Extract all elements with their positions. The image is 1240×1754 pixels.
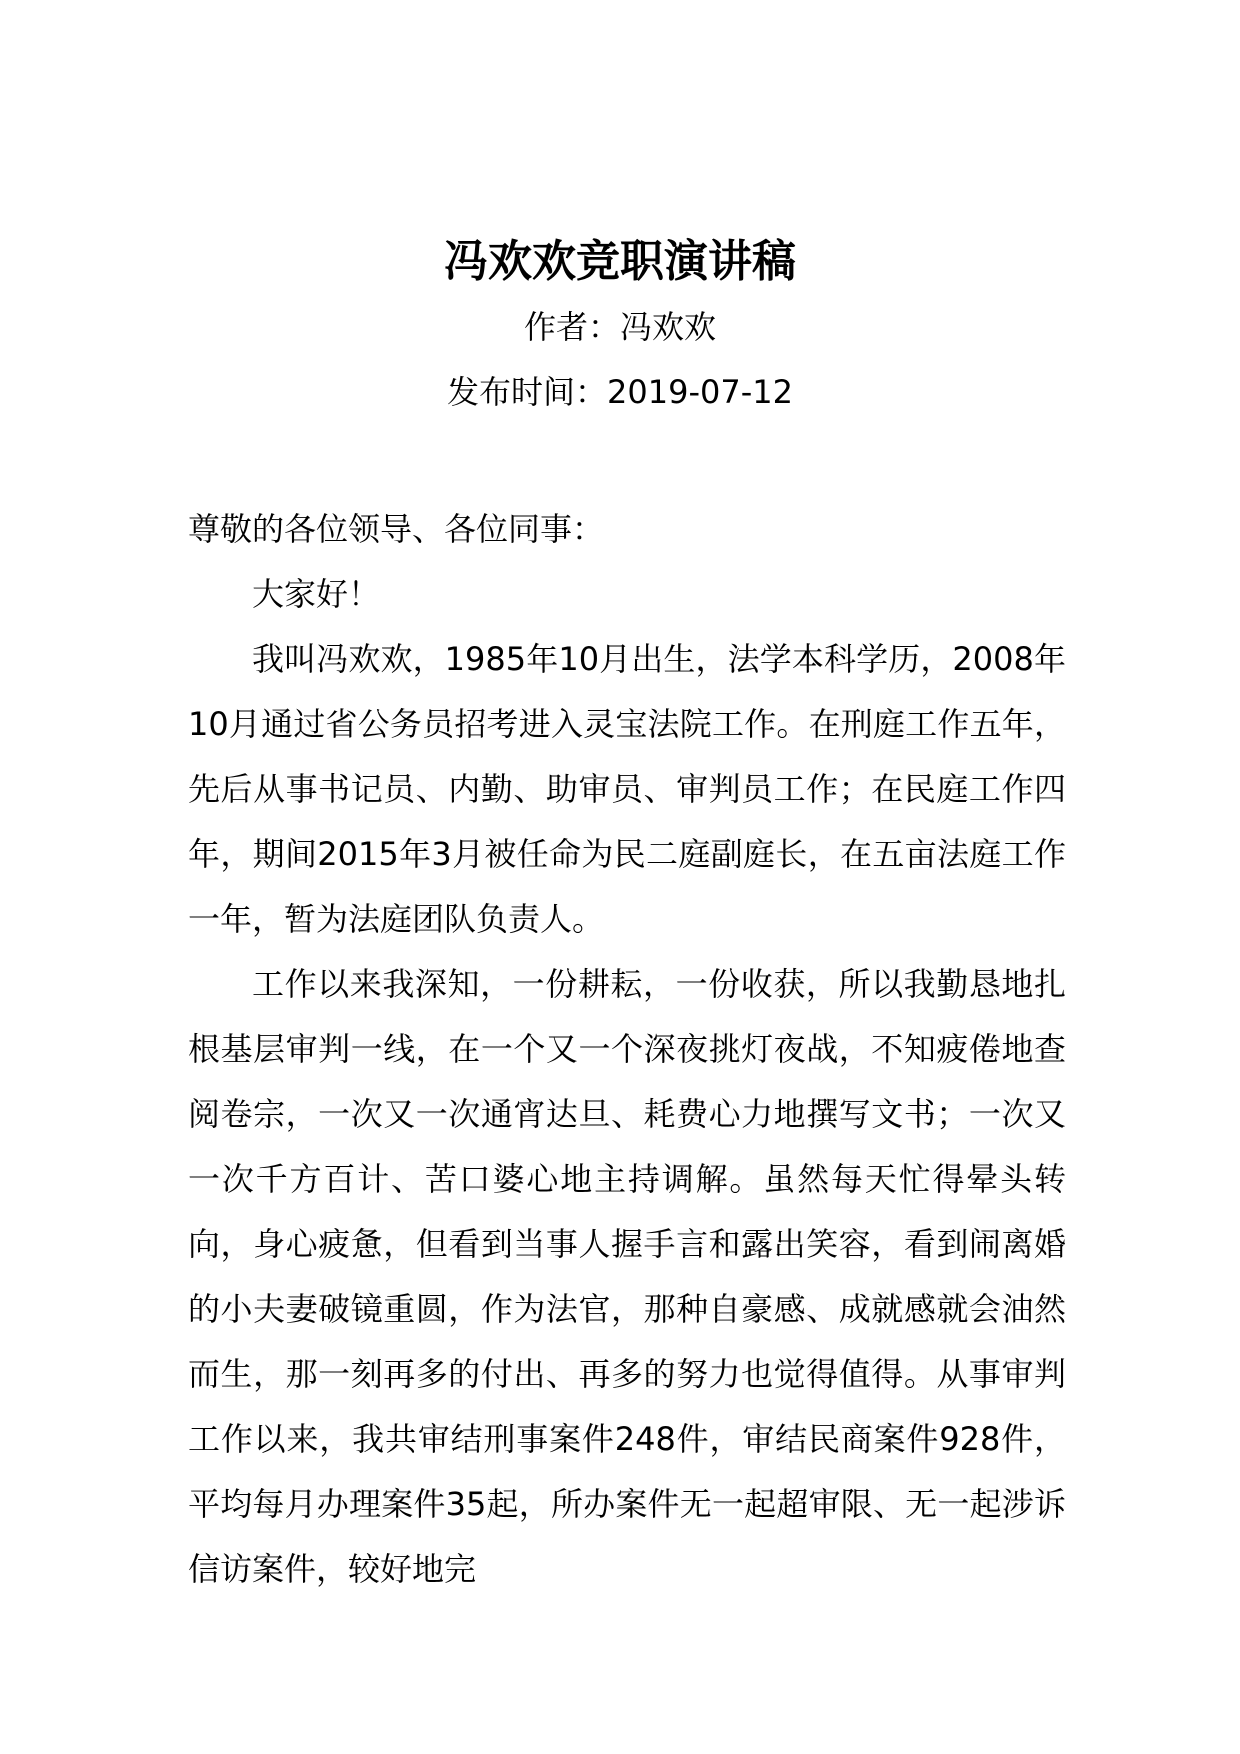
paragraph-introduction: 我叫冯欢欢，1985年10月出生，法学本科学历，2008年10月通过省公务员招考进入灵宝法院工作。在刑庭工作五年，先后从事书记员、内勤、助审员、审判员工作；在民庭工作四年，期间2015年3月被任命为民二庭副庭长，在五亩法庭工作一年，暂为法庭团队负责人。	[188, 640, 1066, 938]
author-line: 作者：冯欢欢	[523, 308, 716, 346]
paragraph-greeting: 大家好！	[252, 575, 381, 613]
document-body	[188, 497, 1066, 1602]
document-title: 冯欢欢竞职演讲稿	[444, 236, 796, 287]
publish-date-line: 发布时间：2019-07-12	[447, 373, 793, 411]
salutation: 尊敬的各位领导、各位同事：	[188, 510, 605, 548]
paragraph-work-experience: 工作以来我深知，一份耕耘，一份收获，所以我勤恳地扎根基层审判一线，在一个又一个深夜挑灯夜战，不知疲倦地查阅卷宗，一次又一次通宵达旦、耗费心力地撰写文书；一次又一次千方百计、苦口婆心地主持调解。虽然每天忙得晕头转向，身心疲惫，但看到当事人握手言和露出笑容，看到闹离婚的小夫妻破镜重圆，作为法官，那种自豪感、成就感就会油然而生，那一刻再多的付出、再多的努力也觉得值得。从事审判工作以来，我共审结刑事案件248件，审结民商案件928件，平均每月办理案件35起，所办案件无一起超审限、无一起涉诉信访案件，较好地完	[188, 965, 1066, 1588]
